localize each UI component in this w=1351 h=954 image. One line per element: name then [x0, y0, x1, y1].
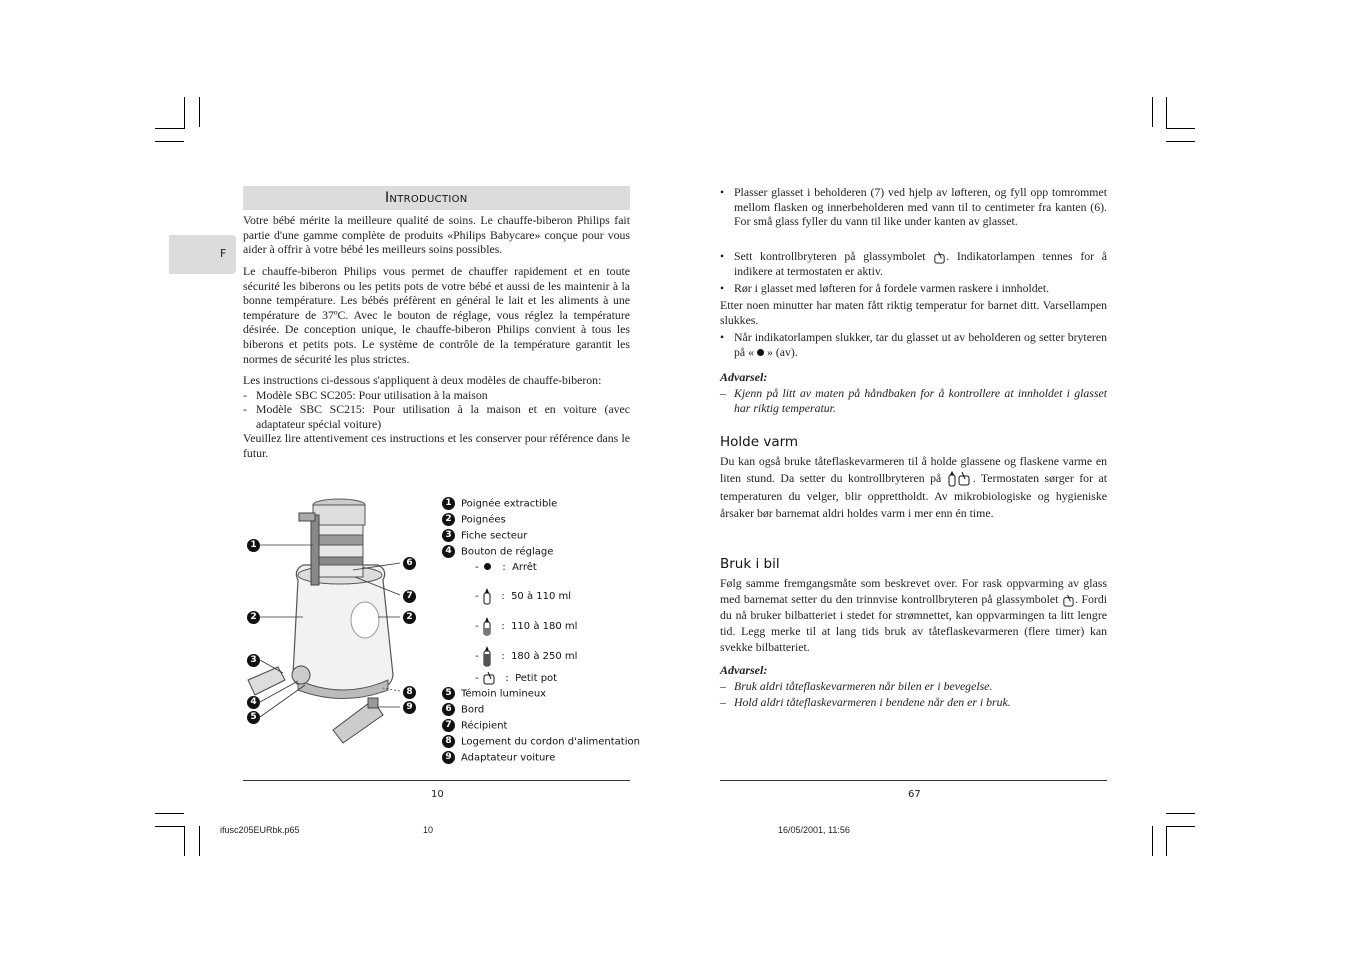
instruction-bullet-1: Plasser glasset i beholderen (7) ved hjelp av løfteren, og fyll opp tomrommet mellom flasken og innerbeholderen med vann til to centimeter fra kanten (6). For små glass fyller du vann til like under kanten av glasset.: [734, 185, 1107, 229]
callout-2: 2: [247, 611, 260, 624]
callout-2: 2: [403, 611, 416, 624]
heading-bruk-i-bil: Bruk i bil: [720, 556, 780, 572]
instruction-bullet-2: Sett kontrollbryteren på glassymbolet . Indikatorlampen tennes for å indikere at termostaten er aktiv.: [734, 249, 1108, 278]
list-dash: –: [720, 386, 726, 400]
large-bottle-icon: [482, 645, 492, 667]
legend-item: 3 Fiche secteur: [442, 529, 527, 542]
warning-text-3: Hold aldri tåteflaskevarmeren i bendene når den er i bruk.: [734, 695, 1011, 709]
page-rule: [720, 780, 1107, 781]
model-item-1: Modèle SBC SC205: Pour utilisation à la maison: [256, 388, 488, 402]
bruk-i-bil-paragraph: Følg samme fremgangsmåte som beskrevet over. For rask oppvarming av glass med barnemat setter du den trinnvise kontrollbryteren på glassymbolet . Fordi du nå bruker bilbatteriet i stedet for strømnettet, kan oppvarmingen ta litt lengre tid. Legg merke til at lang tids bruk av tåteflaskevarmeren (flere timer) kan svekke bilbatteriet.: [720, 576, 1108, 654]
legend-item: 2 Poignées: [442, 513, 506, 526]
heading-holde-varm: Holde varm: [720, 434, 799, 450]
intro-paragraph-2: Le chauffe-biberon Philips vous permet de chauffer rapidement et en toute sécurité les biberons ou les petits pots de votre bébé et aussi de les maintenir à la bonne température. Les bébés préfèrent en général le lait et les aliments à une température de 37ºC. Avec le bouton de réglage, vous réglez la température désirée. De conception unique, le chauffe-biberon Philips convient à tous les biberons et petits pots. Le système de contrôle de la température garantit les normes de sécurité les plus strictes.: [243, 264, 630, 366]
footer-timestamp: 16/05/2001, 11:56: [778, 825, 850, 835]
bullet-dot: •: [720, 249, 725, 263]
small-bottle-icon: [482, 587, 492, 605]
medium-bottle-icon: [482, 616, 492, 636]
dot-icon: [757, 349, 764, 356]
bullet-dot: •: [720, 185, 725, 199]
legend-item: 8 Logement du cordon d'alimentation: [442, 735, 640, 748]
bottle-jar-wave-icon: [947, 470, 973, 488]
setting-small: - : 50 à 110 ml: [475, 587, 571, 605]
callout-9: 9: [403, 701, 416, 714]
bottle-warmer-illustration: [243, 495, 433, 755]
page-rule: [243, 780, 630, 781]
jar-icon: [933, 251, 946, 264]
intro-paragraph-4: Veuillez lire attentivement ces instructions et les conserver pour référence dans le futur.: [243, 431, 630, 460]
model-item-2: Modèle SBC SC215: Pour utilisation à la maison et en voiture (avec adaptateur spécial voiture): [256, 402, 630, 431]
legend-item: 6 Bord: [442, 703, 484, 716]
jar-icon: [1062, 594, 1075, 607]
callout-8: 8: [403, 686, 416, 699]
warning-text-1: Kjenn på litt av maten på håndbaken for å kontrollere at innholdet i glasset har riktig temperatur.: [734, 386, 1107, 415]
section-title: Introduction: [385, 190, 468, 206]
warning-label: Advarsel:: [720, 663, 768, 677]
holde-varm-paragraph: Du kan også bruke tåteflaskevarmeren til å holde glassene og flaskene varme en liten stund. Da setter du kontrollbryteren på . Termostaten sørger for at temperaturen du velger, blir opprettholdt. Av mikrobiologiske og hygieniske årsaker bør barnemat aldri holdes varm i mer enn én time.: [720, 454, 1107, 521]
intro-paragraph-1: Votre bébé mérite la meilleure qualité de soins. Le chauffe-biberon Philips fait partie d'une gamme complète de produits «Philips Babycare» conçue pour vous aider à offrir à votre bébé les meilleurs soins possibles.: [243, 213, 630, 257]
page-number-right: 67: [908, 789, 921, 800]
legend-item: 4 Bouton de réglage: [442, 545, 553, 558]
warning-text-2: Bruk aldri tåteflaskevarmeren når bilen er i bevegelse.: [734, 679, 993, 693]
legend-item: 5 Témoin lumineux: [442, 687, 546, 700]
intro-paragraph-3: Les instructions ci-dessous s'appliquent à deux modèles de chauffe-biberon:: [243, 373, 602, 387]
instruction-bullet-4: Når indikatorlampen slukker, tar du glasset ut av beholderen og setter bryteren på « » (av).: [734, 330, 1107, 359]
language-tab-label: F: [220, 247, 227, 260]
callout-3: 3: [247, 654, 260, 667]
dot-icon: [484, 563, 491, 570]
legend-item: 7 Récipient: [442, 719, 507, 732]
bullet-dot: •: [720, 330, 725, 344]
callout-6: 6: [403, 557, 416, 570]
callout-7: 7: [403, 590, 416, 603]
page-number-left: 10: [431, 789, 444, 800]
warning-label: Advarsel:: [720, 370, 768, 384]
setting-large: - : 180 à 250 ml: [475, 645, 577, 667]
setting-medium: - : 110 à 180 ml: [475, 616, 577, 636]
footer-sheet: 10: [423, 825, 434, 835]
bullet-dot: •: [720, 281, 725, 295]
callout-1: 1: [247, 539, 260, 552]
setting-jar: - : Petit pot: [475, 673, 558, 684]
list-dash: –: [720, 679, 726, 693]
footer-filename: ifusc205EURbk.p65: [220, 825, 300, 835]
instruction-bullet-3: Rør i glasset med løfteren for å fordele varmen raskere i innholdet.: [734, 281, 1050, 295]
list-dash: –: [720, 695, 726, 709]
list-dash: -: [243, 402, 247, 416]
setting-off: - : Arrêt: [475, 562, 537, 573]
callout-4: 4: [247, 696, 260, 709]
legend-item: 1 Poignée extractible: [442, 497, 557, 510]
instruction-paragraph: Etter noen minutter har maten fått riktig temperatur for barnet ditt. Varsellampen slukkes.: [720, 298, 1107, 327]
legend-item: 9 Adaptateur voiture: [442, 751, 555, 764]
jar-icon: [482, 671, 496, 685]
callout-5: 5: [247, 711, 260, 724]
language-tab: [169, 235, 236, 274]
list-dash: -: [243, 388, 247, 402]
